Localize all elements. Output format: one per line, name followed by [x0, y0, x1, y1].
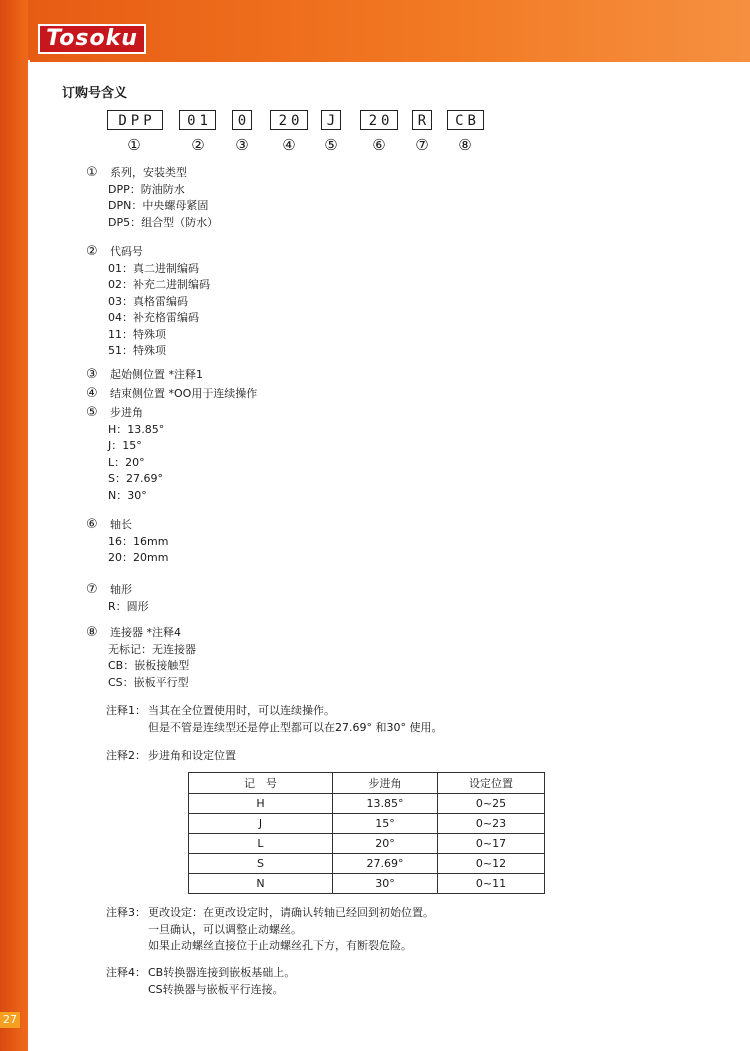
item-number: ①: [86, 165, 98, 180]
note-line: 一旦确认，可以调整止动螺丝。: [148, 922, 302, 936]
code-box-start: 0: [232, 110, 252, 130]
step-angle-table: [188, 772, 545, 894]
note-4: [106, 965, 295, 998]
item-line: 04：补充格雷编码: [108, 311, 199, 324]
item-line: 02：补充二进制编码: [108, 278, 210, 291]
table-cell: J: [189, 814, 333, 834]
code-box-connector: CB: [447, 110, 484, 130]
item-head: 起始侧位置 *注释1: [110, 368, 203, 381]
section-title: 订购号含义: [62, 86, 128, 101]
item-line: DPN：中央螺母紧固: [108, 199, 209, 212]
note-label: 注释3：: [106, 906, 146, 919]
item-start-position: [86, 367, 203, 384]
item-line: 01：真二进制编码: [108, 261, 199, 275]
table-row: [189, 794, 545, 814]
note-line: CS转换器与嵌板平行连接。: [148, 982, 284, 996]
table-header-row: [189, 773, 545, 794]
code-box-code: 01: [179, 110, 216, 130]
code-box-series: DPP: [107, 110, 163, 130]
item-line: 无标记：无连接器: [108, 642, 196, 656]
item-head: 结束侧位置 *OO用于连续操作: [110, 387, 258, 400]
item-line: N：30°: [108, 488, 147, 502]
item-line: 16：16mm: [108, 534, 169, 548]
item-line: H：13.85°: [108, 422, 165, 436]
item-line: DPP：防油防水: [108, 182, 185, 196]
table-cell: 13.85°: [333, 794, 438, 814]
item-line: 51：特殊项: [108, 344, 166, 357]
table-header: 记 号: [189, 773, 333, 794]
item-head: 系列，安装类型: [110, 166, 187, 179]
code-box-shaft-length: 20: [360, 110, 398, 130]
table-header: 步进角: [333, 773, 438, 794]
note-1: [106, 703, 442, 736]
code-box-end: 20: [270, 110, 308, 130]
item-head: 连接器 *注释4: [110, 626, 181, 639]
item-head: 代码号: [110, 245, 143, 258]
item-code: [86, 244, 210, 360]
item-line: CB：嵌板接触型: [108, 659, 190, 672]
note-3: [106, 905, 434, 955]
table-cell: N: [189, 874, 333, 894]
item-head: 轴长: [110, 518, 132, 531]
table-row: [189, 814, 545, 834]
note-line: 更改设定：在更改设定时，请确认转轴已经回到初始位置。: [148, 906, 434, 919]
table-cell: 20°: [333, 834, 438, 854]
item-line: 20：20mm: [108, 551, 169, 564]
table-cell: 0~12: [438, 854, 545, 874]
item-shaft-length: [86, 517, 168, 567]
note-line: 步进角和设定位置: [148, 749, 236, 762]
item-line: 03：真格雷编码: [108, 294, 188, 308]
item-number: ⑦: [86, 582, 98, 597]
code-number-2: ②: [191, 136, 205, 154]
item-number: ③: [86, 367, 98, 382]
code-box-step: J: [321, 110, 341, 130]
code-number-8: ⑧: [458, 136, 472, 154]
table-cell: L: [189, 834, 333, 854]
item-line: 11：特殊项: [108, 327, 166, 341]
item-line: L：20°: [108, 455, 145, 469]
note-line: 但是不管是连续型还是停止型都可以在27.69° 和30° 使用。: [148, 720, 443, 734]
item-shaft-shape: [86, 582, 149, 615]
item-line: CS：嵌板平行型: [108, 675, 189, 689]
table-cell: 0~11: [438, 874, 545, 894]
item-number: ⑧: [86, 625, 98, 640]
item-line: R：圆形: [108, 599, 149, 613]
table-cell: S: [189, 854, 333, 874]
note-2: [106, 748, 236, 765]
note-line: 当其在全位置使用时，可以连续操作。: [148, 704, 335, 717]
item-series: [86, 165, 218, 231]
code-number-6: ⑥: [372, 136, 386, 154]
table-row: [189, 874, 545, 894]
page-number: 27: [0, 1012, 20, 1028]
table-cell: H: [189, 794, 333, 814]
item-line: DP5：组合型（防水）: [108, 215, 219, 229]
code-number-3: ③: [235, 136, 249, 154]
table-cell: 0~25: [438, 794, 545, 814]
note-label: 注释4：: [106, 966, 146, 979]
table-cell: 27.69°: [333, 854, 438, 874]
item-head: 轴形: [110, 583, 132, 596]
table-cell: 0~17: [438, 834, 545, 854]
item-number: ④: [86, 386, 98, 401]
item-number: ②: [86, 244, 98, 259]
note-line: 如果止动螺丝直接位于止动螺丝孔下方，有断裂危险。: [148, 939, 412, 952]
item-step-angle: [86, 405, 164, 504]
note-line: CB转换器连接到嵌板基础上。: [148, 966, 296, 979]
item-end-position: [86, 386, 257, 403]
item-head: 步进角: [110, 406, 143, 419]
item-number: ⑥: [86, 517, 98, 532]
table-cell: 15°: [333, 814, 438, 834]
item-connector: [86, 625, 196, 691]
table-row: [189, 854, 545, 874]
code-number-1: ①: [127, 136, 141, 154]
table-cell: 0~23: [438, 814, 545, 834]
table-row: [189, 834, 545, 854]
code-box-shaft-shape: R: [412, 110, 432, 130]
note-label: 注释1：: [106, 704, 146, 717]
item-line: S：27.69°: [108, 472, 163, 485]
left-accent-bar: [0, 0, 28, 1051]
brand-logo: Tosoku: [38, 24, 146, 54]
code-number-5: ⑤: [324, 136, 338, 154]
code-number-7: ⑦: [415, 136, 429, 154]
code-number-4: ④: [282, 136, 296, 154]
table-header: 设定位置: [438, 773, 545, 794]
item-line: J：15°: [108, 439, 142, 452]
table-cell: 30°: [333, 874, 438, 894]
item-number: ⑤: [86, 405, 98, 420]
note-label: 注释2：: [106, 749, 146, 762]
page-content: [30, 62, 750, 1051]
